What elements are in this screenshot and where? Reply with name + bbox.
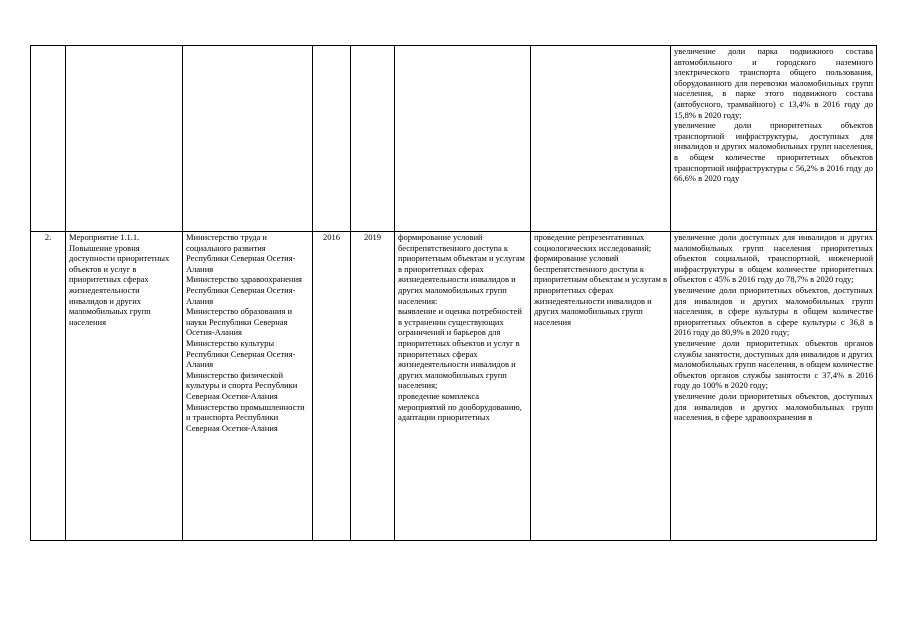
relation-cell	[531, 46, 671, 232]
relation-cell	[531, 232, 671, 541]
indicator-paragraph: увеличение доли парка подвижного состава автомобильного и городского наземного электрического транспорта общего пользования, оборудованного для перевозки маломобильных групп населения, в парке этого подвижного состава (автобусного, трамвайного) с 13,4% в 2016 году до 15,8% в 2020 году;	[674, 46, 873, 120]
executor-paragraph: Министерство здравоохранения Республики Северная Осетия-Алания	[186, 274, 302, 306]
relation-paragraph: проведение репрезентативных социологических исследований;	[534, 232, 652, 253]
indicators-cell	[671, 232, 877, 541]
executor-paragraph: Министерство образования и науки Республики Северная Осетия-Алания	[186, 306, 293, 338]
relation-paragraph: формирование условий беспрепятственного доступа к приоритетным объектам и услугам в приоритетных сферах жизнедеятельности инвалидов и других маломобильных групп населения	[534, 253, 667, 327]
executor-cell	[183, 46, 313, 232]
executor-paragraph: Министерство труда и социального развития Республики Северная Осетия-Алания	[186, 232, 296, 274]
content-cell	[395, 46, 531, 232]
document-table	[30, 45, 877, 541]
executor-paragraph: Министерство физической культуры и спорта Республики Северная Осетия-Алания	[186, 369, 298, 401]
event-cell: Мероприятие 1.1.1. Повышение уровня доступности приоритетных объектов и услуг в приоритетных сферах жизнедеятельности инвалидов и других маломобильных групп населения	[66, 232, 183, 541]
table-row	[31, 232, 877, 541]
executor-paragraph: Министерство культуры Республики Северная Осетия-Алания	[186, 337, 296, 370]
indicator-paragraph: увеличение доли приоритетных объектов, доступных для инвалидов и других маломобильных групп населения, в сфере культуры в общем количестве приоритетных объектов в сфере культуры с 36,8 в 2016 году до 80,9% в 2020 году;	[674, 284, 873, 338]
row-number-cell	[31, 46, 66, 232]
content-paragraph: формирование условий беспрепятственного доступа к приоритетным объектам и услугам в приоритетных сферах жизнедеятельности инвалидов и других маломобильных групп населения:	[398, 232, 525, 306]
row-number-cell: 2.	[31, 232, 66, 541]
table-row	[31, 46, 877, 232]
end-year-cell: 2019	[351, 232, 395, 541]
event-cell	[66, 46, 183, 232]
start-year-cell: 2016	[313, 232, 351, 541]
content-paragraph: выявление и оценка потребностей в устранении существующих ограничений и барьеров для приоритетных объектов и услуг в приоритетных сферах жизнедеятельности инвалидов и других маломобильных групп населения;	[398, 306, 522, 391]
indicator-paragraph: увеличение доли приоритетных объектов органов службы занятости, доступных для инвалидов и других маломобильных групп населения, в общем количестве объектов органов службы занятости с 37,4% в 2016 году до 100% в 2020 году;	[674, 337, 873, 391]
indicator-paragraph: увеличение доли доступных для инвалидов и других маломобильных групп населения приоритетных объектов социальной, транспортной, инженерной инфраструктуры в общем количестве приоритетных объектов с 45% в 2016 году до 78,7% в 2020 году;	[674, 232, 873, 285]
executor-paragraph: Министерство промышленности и транспорта Республики Северная Осетия-Алания	[186, 401, 305, 433]
content-paragraph: проведение комплекса мероприятий по дооборудованию, адаптации приоритетных	[398, 390, 522, 423]
indicator-paragraph: увеличение доли приоритетных объектов транспортной инфраструктуры, доступных для инвалидов и других маломобильных групп населения, в общем количестве приоритетных объектов транспортной инфраструктуры с 56,2% в 2016 году до 66,6% в 2020 году	[674, 120, 873, 184]
content-cell	[395, 232, 531, 541]
indicator-paragraph: увеличение доли приоритетных объектов, доступных для инвалидов и других маломобильных групп населения, в сфере здравоохранения в	[674, 390, 873, 423]
start-year-cell	[313, 46, 351, 232]
indicators-cell	[671, 46, 877, 232]
executor-cell	[183, 232, 313, 541]
end-year-cell	[351, 46, 395, 232]
